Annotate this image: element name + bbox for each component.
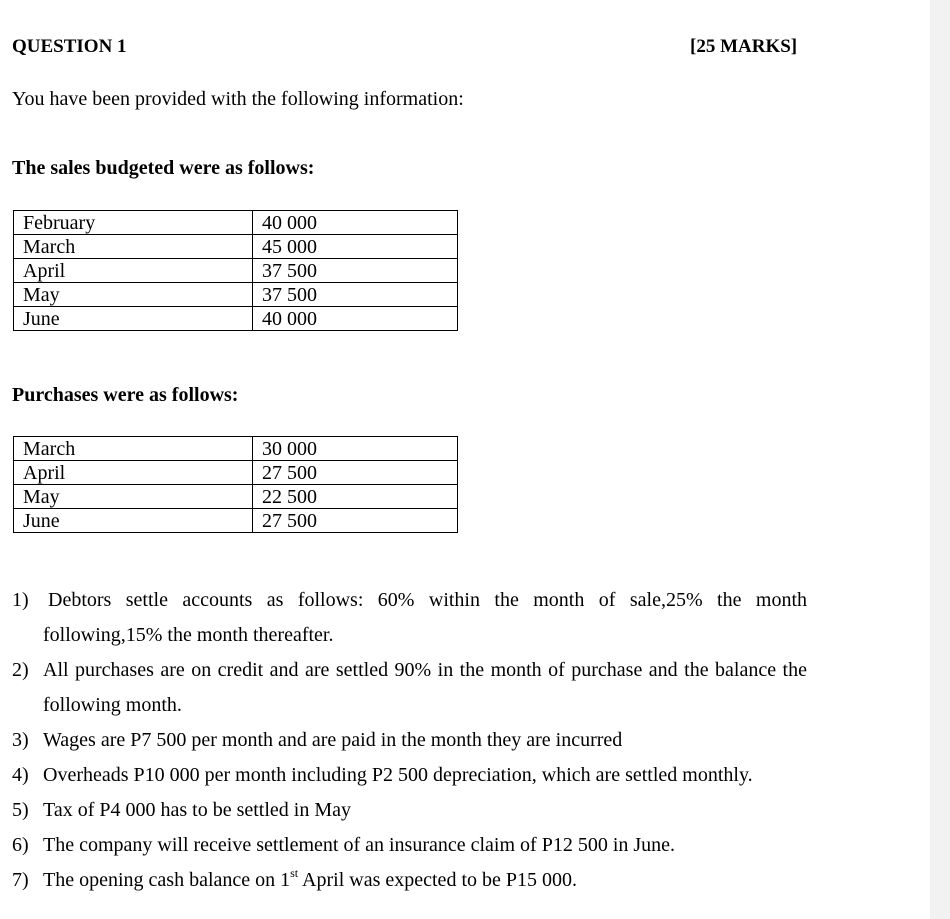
list-text-before: The opening cash balance on 1 bbox=[43, 869, 291, 891]
list-text: Overheads P10 000 per month including P2 500 depreciation, which are settled monthly. bbox=[43, 764, 753, 786]
list-text: Tax of P4 000 has to be settled in May bbox=[43, 799, 351, 821]
purchases-month-cell: April bbox=[14, 461, 253, 485]
list-text: Debtors settle accounts as follows: 60% within the month of sale,25% the month following,15% the month thereafter. bbox=[43, 589, 807, 646]
list-number: 5) bbox=[12, 799, 29, 821]
list-item bbox=[12, 758, 807, 793]
list-text: All purchases are on credit and are settled 90% in the month of purchase and the balance the following month. bbox=[43, 659, 807, 716]
question-title: QUESTION 1 bbox=[12, 36, 127, 57]
list-item bbox=[12, 583, 807, 653]
table-row bbox=[14, 283, 458, 307]
sales-amount-cell: 40 000 bbox=[253, 307, 458, 331]
page-edge-shadow bbox=[930, 0, 950, 919]
table-row bbox=[14, 437, 458, 461]
purchases-heading: Purchases were as follows: bbox=[12, 384, 239, 406]
ordinal-suffix: st bbox=[290, 866, 299, 880]
list-number: 7) bbox=[12, 869, 29, 891]
intro-text: You have been provided with the following information: bbox=[12, 88, 464, 110]
list-item bbox=[12, 863, 807, 898]
list-item bbox=[12, 653, 807, 723]
sales-month-cell: April bbox=[14, 259, 253, 283]
purchases-month-cell: March bbox=[14, 437, 253, 461]
purchases-amount-cell: 30 000 bbox=[253, 437, 458, 461]
question-marks: [25 MARKS] bbox=[690, 36, 798, 57]
sales-month-cell: February bbox=[14, 211, 253, 235]
sales-month-cell: March bbox=[14, 235, 253, 259]
purchases-amount-cell: 22 500 bbox=[253, 485, 458, 509]
list-item bbox=[12, 723, 807, 758]
table-row bbox=[14, 235, 458, 259]
list-item bbox=[12, 793, 807, 828]
sales-amount-cell: 40 000 bbox=[253, 211, 458, 235]
list-number: 2) bbox=[12, 659, 29, 681]
list-text: The company will receive settlement of an insurance claim of P12 500 in June. bbox=[43, 834, 676, 856]
purchases-amount-cell: 27 500 bbox=[253, 461, 458, 485]
list-number: 3) bbox=[12, 729, 29, 751]
sales-month-cell: May bbox=[14, 283, 253, 307]
list-number: 1) bbox=[12, 589, 29, 611]
list-number: 6) bbox=[12, 834, 29, 856]
notes-list bbox=[12, 583, 807, 898]
purchases-month-cell: May bbox=[14, 485, 253, 509]
sales-month-cell: June bbox=[14, 307, 253, 331]
sales-heading: The sales budgeted were as follows: bbox=[12, 157, 315, 179]
table-row bbox=[14, 307, 458, 331]
table-row bbox=[14, 509, 458, 533]
table-row bbox=[14, 259, 458, 283]
purchases-table bbox=[13, 436, 458, 533]
list-number: 4) bbox=[12, 764, 29, 786]
list-text: Wages are P7 500 per month and are paid in the month they are incurred bbox=[43, 729, 623, 751]
sales-amount-cell: 37 500 bbox=[253, 259, 458, 283]
table-row bbox=[14, 211, 458, 235]
table-row bbox=[14, 485, 458, 509]
purchases-amount-cell: 27 500 bbox=[253, 509, 458, 533]
sales-table bbox=[13, 210, 458, 331]
table-row bbox=[14, 461, 458, 485]
list-text-after: April was expected to be P15 000. bbox=[298, 869, 577, 891]
sales-amount-cell: 37 500 bbox=[253, 283, 458, 307]
sales-amount-cell: 45 000 bbox=[253, 235, 458, 259]
list-item bbox=[12, 828, 807, 863]
purchases-month-cell: June bbox=[14, 509, 253, 533]
